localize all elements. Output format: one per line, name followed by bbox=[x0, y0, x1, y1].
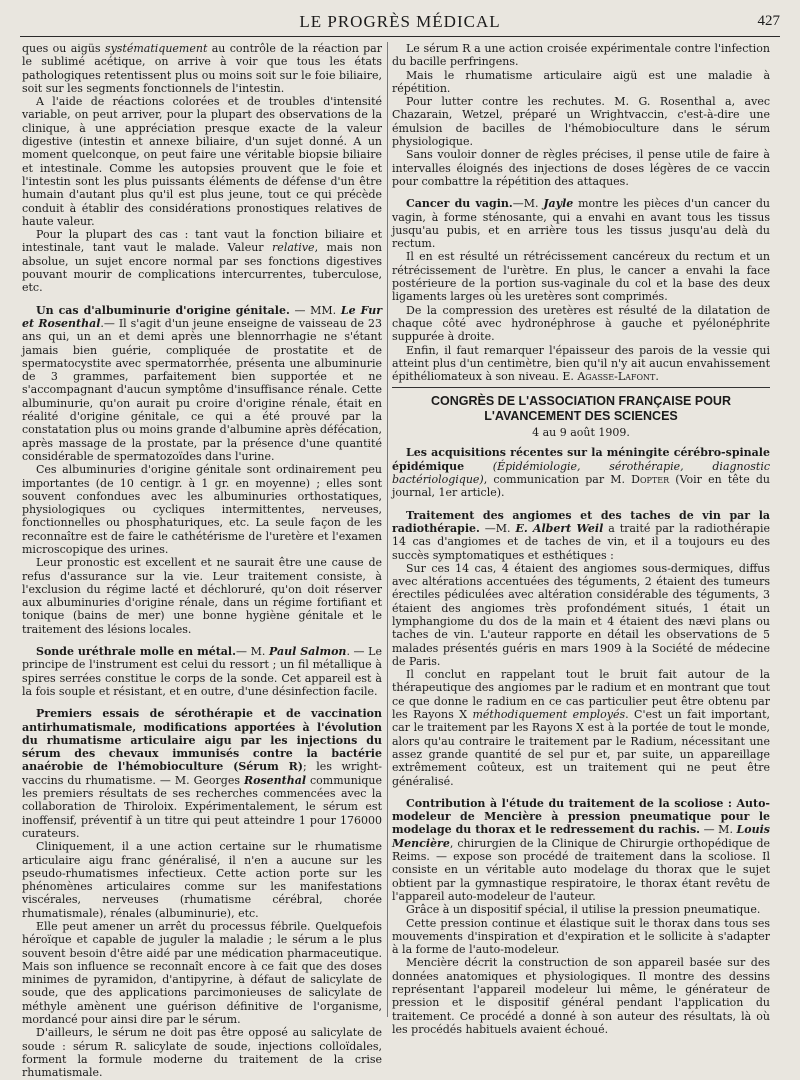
article-meningite: Les acquisitions récentes sur la méningite cérébro-spinale épidémique (Épidémiologie, sérothérapie, diagnostic bactériologique), communication par M. Dopter (Voir en tête du journal, 1er article). bbox=[392, 446, 770, 500]
paragraph: D'ailleurs, le sérum ne doit pas être opposé au salicylate de soude : sérum R. salicylate de soude, injections colloïdales, forment la formule moderne du traitement de la crise rhumatismale. bbox=[22, 1026, 382, 1080]
left-column bbox=[22, 42, 382, 1080]
article-angiomes: Traitement des angiomes et des taches de vin par la radiothérapie. —M. E. Albert Weil a traité par la radiothérapie 14 cas d'angiomes et de taches de vin, et il a toujours eu des succès symptomatiques et esthétiques : bbox=[392, 508, 770, 562]
article-title: Traitement des angiomes et des taches de vin par la radiothérapie. bbox=[392, 508, 770, 535]
paragraph: Sur ces 14 cas, 4 étaient des angiomes sous-dermiques, diffus avec altérations accentuées des téguments, 2 étaient des tumeurs érectiles pédiculées avec altération considérable des téguments, 3 étaient des angiomes très profondément situés, 1 était un lymphangiome du dos de la main et 4 étaient des nævi plans ou taches de vin. L'auteur rapporte en détail les observations de 5 malades présentés guéris en mars 1909 à la Société de médecine de Paris. bbox=[392, 561, 770, 668]
article-cancer-vagin: Cancer du vagin.—M. Jayle montre les pièces d'un cancer du vagin, à forme sténosante, qui a envahi en avant tous les tissus jusqu'au pubis, et en arrière tous les tissus jusqu'au delà du rectum. bbox=[392, 197, 770, 251]
article-title: Les acquisitions récentes sur la méningite cérébro-spinale épidémique bbox=[392, 446, 770, 473]
paragraph: ques ou aigüs systématiquement au contrôle de la réaction par le sublimé acétique, on arrive à voir que tous les états pathologiques retentissent plus ou moins soit sur le foie biliaire, soit sur les segments fonctionnels de l'intestin. bbox=[22, 42, 382, 95]
paragraph: Sans vouloir donner de règles précises, il pense utile de faire à intervalles éloignés des injections de doses légères de ce vaccin pour combattre la répétition des attaques. bbox=[392, 148, 770, 188]
paragraph: Grâce à un dispositif spécial, il utilise la pression pneumatique. bbox=[406, 903, 761, 917]
article-title: Contribution à l'étude du traitement de la scoliose : Auto-modeleur de Mencière à pression pneumatique pour le modelage du thorax et le redressement du rachis. bbox=[392, 796, 770, 837]
column-divider bbox=[387, 42, 388, 1017]
paragraph: A l'aide de réactions colorées et de troubles d'intensité variable, on peut arriver, pour la plupart des observations de la clinique, à une appréciation presque exacte de la valeur digestive (intestin et annexe biliaire, d'un sujet donné. A un moment quelconque, on peut faire une véritable biopsie biliaire et intestinale. Comme les autopsies prouvent que le foie et l'intestin sont les plus puissants éléments de défense d'un être humain d'autant plus qu'il est plus jeune, tout ce qui précède conduit à établir des considérations pronostiques relatives de haute valeur. bbox=[22, 95, 382, 228]
article-albuminurie: Un cas d'albuminurie d'origine génitale. — MM. Le Fur et Rosenthal.— Il s'agit d'un jeune enseigne de vaisseau de 23 ans qui, un an et demi après une blennorrhagie ne s'étant jamais bien guérie, compliquée de prostatite et de spermatocystite avec spermatorrhée, présenta une albuminurie de 3 grammes, parfaitement bien supportée et ne s'accompagnant d'aucun symptôme d'insuffisance rénale. Cette albuminurie, qu'on aurait pu croire d'origine rénale, était en réalité d'origine génitale, ce qui a été prouvé par la constatation plus ou moins grande d'albumine après défécation, après massage de la prostate, par la présence d'une quantité considérable de spermatozoïdes dans l'urine. bbox=[22, 303, 382, 463]
paragraph: Il en est résulté un rétrécissement cancéreux du rectum et un rétrécissement de l'urètre. En plus, le cancer a envahi la face postérieure de la portion sus-vaginale du col et la base des deux ligaments larges où les uretères sont comprimés. bbox=[392, 250, 770, 304]
paragraph: Il conclut en rappelant tout le bruit fait autour de la thérapeutique des angiomes par le radium et en montrant que tout ce que donne le radium en ce cas particulier peut être obtenu par les Rayons X méthodiquement employés. C'est un fait important, car le traitement par les Rayons X est à la portée de tout le monde, alors qu'au contraire le traitement par le Radium, nécessitant une assez grande quantité de sel pur et, par suite, un appareillage extrêmement coûteux, est un traitement qui ne peut être généralisé. bbox=[392, 668, 770, 788]
section-rule bbox=[392, 387, 770, 388]
paragraph: Pour lutter contre les rechutes. M. G. Rosenthal a, avec Chazarain, Wetzel, préparé un Wrightvaccin, c'est-à-dire une émulsion de bacilles de l'hémobioculture dans le sérum physiologique. bbox=[392, 95, 770, 149]
paragraph: Le sérum R a une action croisée expérimentale contre l'infection du bacille perfringens. bbox=[392, 42, 770, 69]
paragraph: De la compression des uretères est résulté de la dilatation de chaque côté avec hydronéphrose à gauche et pyélonéphrite suppurée à droite. bbox=[392, 303, 770, 344]
article-title: Cancer du vagin. bbox=[406, 197, 513, 211]
paragraph: Cette pression continue et élastique suit le thorax dans tous ses mouvements d'inspiration et d'expiration et le sollicite à s'adapter à la forme de l'auto-modeleur. bbox=[392, 916, 770, 957]
paragraph: Pour la plupart des cas : tant vaut la fonction biliaire et intestinale, tant vaut le malade. Valeur relative, mais non absolue, un sujet encore normal par ses fonctions digestives pouvant mourir de complications intercurrentes, tuberculose, etc. bbox=[22, 228, 382, 295]
paragraph: Mencière décrit la construction de son appareil basée sur des données anatomiques et physiologiques. Il montre des dessins représentant l'appareil modeleur lui même, le générateur de pression et le dispositif général pendant l'application du traitement. Ce procédé a donné à son auteur des résultats, là où les procédés habituels avaient échoué. bbox=[392, 956, 770, 1036]
paragraph: Leur pronostic est excellent et ne saurait être une cause de refus d'assurance sur la vie. Leur traitement consiste, à l'exclusion du régime lacté et déchloruré, qu'on doit réserver aux albuminuries d'origine rénale, dans un régime fortifiant et tonique (bains de mer) une bonne hygiène génitale et le traitement des lésions locales. bbox=[22, 556, 382, 636]
page-number: 427 bbox=[757, 13, 780, 29]
article-title: Premiers essais de sérothérapie et de vaccination antirhumatismale, modifications apportées à l'évolution du rhumatisme articulaire aigu par les injections du sérum des chevaux immunisés contre la bactérie anaérobie de l'hémobioculture (Sérum R) bbox=[22, 707, 382, 774]
signature: E. Agasse-Lafont. bbox=[562, 370, 659, 384]
article-title: Sonde uréthrale molle en métal. bbox=[36, 645, 236, 659]
congress-date: 4 au 9 août 1909. bbox=[532, 426, 630, 440]
paragraph: Elle peut amener un arrêt du processus fébrile. Quelquefois héroïque et capable de juguler la maladie ; le sérum a le plus souvent besoin d'être aidé par une médication pharmaceutique. Mais son influence se reconnaît encore à ce fait que des doses minimes de pyramidon, d'antipyrine, à défaut de salicylate de soude, que des applications parcimonieuses de salicylate de méthyle amènent une guérison définitive de l'organisme, mordancé pour ainsi dire par le sérum. bbox=[22, 920, 382, 1027]
article-scoliose: Contribution à l'étude du traitement de la scoliose : Auto-modeleur de Mencière à pression pneumatique pour le modelage du thorax et le redressement du rachis. — M. Louis Mencière, chirurgien de la Clinique de Chirurgie orthopédique de Reims. — expose son procédé de traitement dans la scoliose. Il consiste en un véritable auto modelage du thorax que le sujet obtient par la gymnastique respiratoire, le thorax étant revêtu de l'appareil auto-modeleur de l'auteur. bbox=[392, 796, 770, 903]
journal-title: LE PROGRÈS MÉDICAL bbox=[299, 12, 501, 31]
congress-heading: CONGRÈS DE L'ASSOCIATION FRANÇAISE POUR L'AVANCEMENT DES SCIENCES bbox=[431, 394, 731, 424]
paragraph: Cliniquement, il a une action certaine sur le rhumatisme articulaire aigu franc généralisé, il n'en a aucune sur les pseudo-rhumatismes infectieux. Cette action porte sur les phénomènes articulaires comme sur les manifestations viscérales, nerveuses (rhumatisme cérébral, chorée rhumatismale), rénales (albuminurie), etc. bbox=[22, 840, 382, 920]
paragraph: Enfin, il faut remarquer l'épaisseur des parois de la vessie qui atteint plus d'un centimètre, bien qu'il n'y ait aucun envahissement épithéliomateux à son niveau. E. Agasse-Lafont. bbox=[392, 343, 770, 384]
paragraph: Ces albuminuries d'origine génitale sont ordinairement peu importantes (de 10 centigr. à 1 gr. en moyenne) ; elles sont souvent confondues avec les albuminuries orthostatiques, physiologiques ou cycliques intermittentes, nerveuses, fonctionnelles ou phosphaturiques, etc. La seule façon de les reconnaître est de faire le cathétérisme de l'uretère et l'examen microscopique des urines. bbox=[22, 463, 382, 556]
paragraph: Mais le rhumatisme articulaire aigü est une maladie à répétition. bbox=[392, 68, 770, 95]
article-serotherapie: Premiers essais de sérothérapie et de vaccination antirhumatismale, modifications apportées à l'évolution du rhumatisme articulaire aigu par les injections du sérum des chevaux immunisés contre la bactérie anaérobie de l'hémobioculture (Sérum R); les wright-vaccins du rhumatisme. — M. Georges Rosenthal communique les premiers résultats de ses recherches commencées avec la collaboration de Thiroloix. Expérimentalement, le sérum est inoffensif, préventif à un titre qui peut atteindre 1 pour 176000 curateurs. bbox=[22, 707, 382, 840]
article-title: Un cas d'albuminurie d'origine génitale. bbox=[36, 303, 290, 317]
page-header bbox=[20, 10, 780, 37]
right-column bbox=[392, 42, 770, 1036]
article-sonde: Sonde uréthrale molle en métal.— M. Paul Salmon. — Le principe de l'instrument est celui du ressort ; un fil métallique à spires serrées constitue le corps de la sonde. Cet appareil est à la fois souple et résistant, et en outre, d'une désinfection facile. bbox=[22, 645, 382, 698]
